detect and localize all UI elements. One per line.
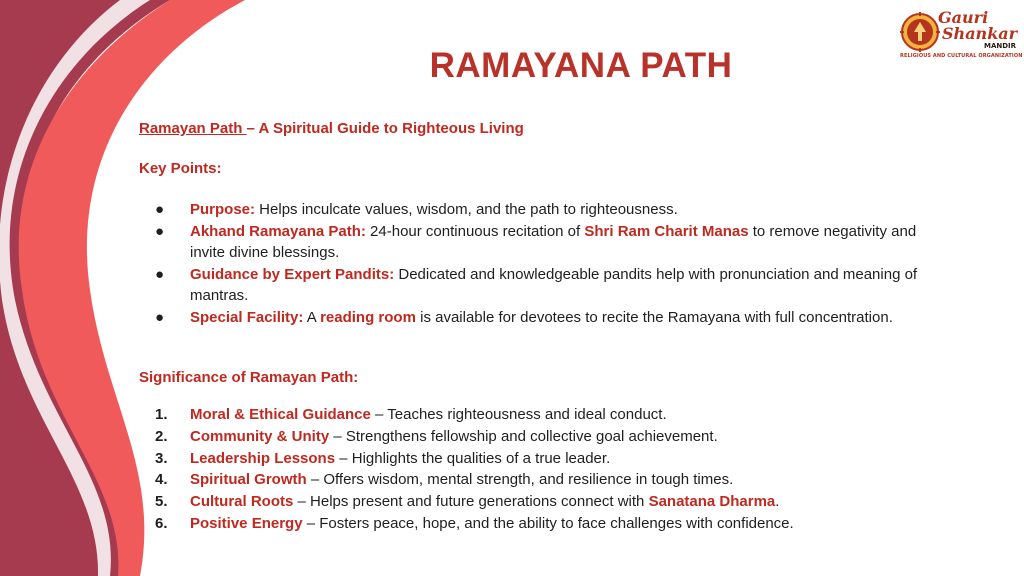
list-item — [139, 513, 939, 535]
item-number: 4. — [155, 471, 168, 489]
logo-text-mandir: MANDIR — [984, 42, 1017, 50]
item-text: – Highlights the qualities of a true leader. — [335, 449, 611, 467]
item-text: – Teaches righteousness and ideal conduct. — [370, 406, 667, 423]
item-text: – Offers wisdom, mental strength, and resilience in tough times. — [306, 471, 734, 489]
bullet-icon: ● — [155, 308, 165, 326]
item-label: Akhand Ramayana Path: — [190, 222, 366, 240]
item-label: Cultural Roots — [190, 493, 294, 511]
item-highlight: Sanatana Dharma — [648, 493, 776, 511]
item-number: 3. — [155, 449, 168, 467]
subtitle — [139, 120, 524, 137]
item-highlight: reading room — [320, 308, 416, 326]
item-label: Moral & Ethical Guidance — [190, 406, 371, 423]
gauri-shankar-mandir-logo[interactable] — [898, 8, 1023, 64]
list-item — [139, 491, 939, 513]
item-text: Dedicated and knowledgeable pandits help with pronunciation and meaning of mantras. — [190, 265, 918, 305]
key-points-heading: Key Points: — [139, 160, 222, 177]
significance-list — [139, 404, 939, 535]
item-label: Leadership Lessons — [190, 449, 336, 467]
item-text-end: is available for devotees to recite the Ramayana with full concentration. — [415, 308, 893, 326]
logo-tagline: RELIGIOUS AND CULTURAL ORGANIZATION — [900, 53, 1023, 59]
item-text: Helps inculcate values, wisdom, and the path to righteousness. — [255, 201, 678, 218]
item-label: Special Facility: — [190, 308, 304, 326]
item-text: 24-hour continuous recitation of — [365, 222, 585, 240]
item-text: – Helps present and future generations connect with — [293, 493, 649, 511]
page-title: RAMAYANA PATH — [429, 46, 733, 85]
list-item — [139, 448, 939, 470]
list-item — [139, 221, 939, 264]
bullet-icon: ● — [155, 201, 165, 218]
list-item — [139, 199, 939, 221]
item-text: A — [303, 308, 321, 326]
list-item — [139, 307, 939, 329]
item-number: 2. — [155, 427, 168, 445]
bullet-icon: ● — [155, 265, 165, 283]
bullet-icon: ● — [155, 222, 165, 240]
item-label: Positive Energy — [190, 514, 303, 532]
list-item — [139, 426, 939, 448]
item-number: 5. — [155, 493, 168, 511]
list-item — [139, 404, 939, 426]
significance-heading: Significance of Ramayan Path: — [139, 369, 359, 386]
list-item — [139, 264, 939, 307]
item-label: Spiritual Growth — [190, 471, 307, 489]
item-text: – Fosters peace, hope, and the ability to face challenges with confidence. — [302, 514, 794, 532]
temple-emblem-icon — [900, 12, 940, 52]
logo-text-shankar: Shankar — [942, 24, 1018, 43]
item-label: Guidance by Expert Pandits: — [190, 265, 395, 283]
key-points-list — [139, 199, 939, 329]
item-text-end: to remove negativity and invite divine blessings. — [190, 222, 917, 262]
logo-text-gauri: Gauri — [938, 8, 989, 27]
item-number: 6. — [155, 514, 168, 532]
item-label: Purpose: — [190, 201, 256, 218]
subtitle-text: – A Spiritual Guide to Righteous Living — [246, 120, 524, 137]
item-highlight: Shri Ram Charit Manas — [584, 222, 749, 240]
list-item — [139, 469, 939, 491]
item-label: Community & Unity — [190, 427, 330, 445]
item-number: 1. — [155, 406, 168, 423]
item-text-end: . — [775, 493, 780, 511]
subtitle-link[interactable]: Ramayan Path — [139, 120, 247, 137]
item-text: – Strengthens fellowship and collective goal achievement. — [329, 427, 718, 445]
